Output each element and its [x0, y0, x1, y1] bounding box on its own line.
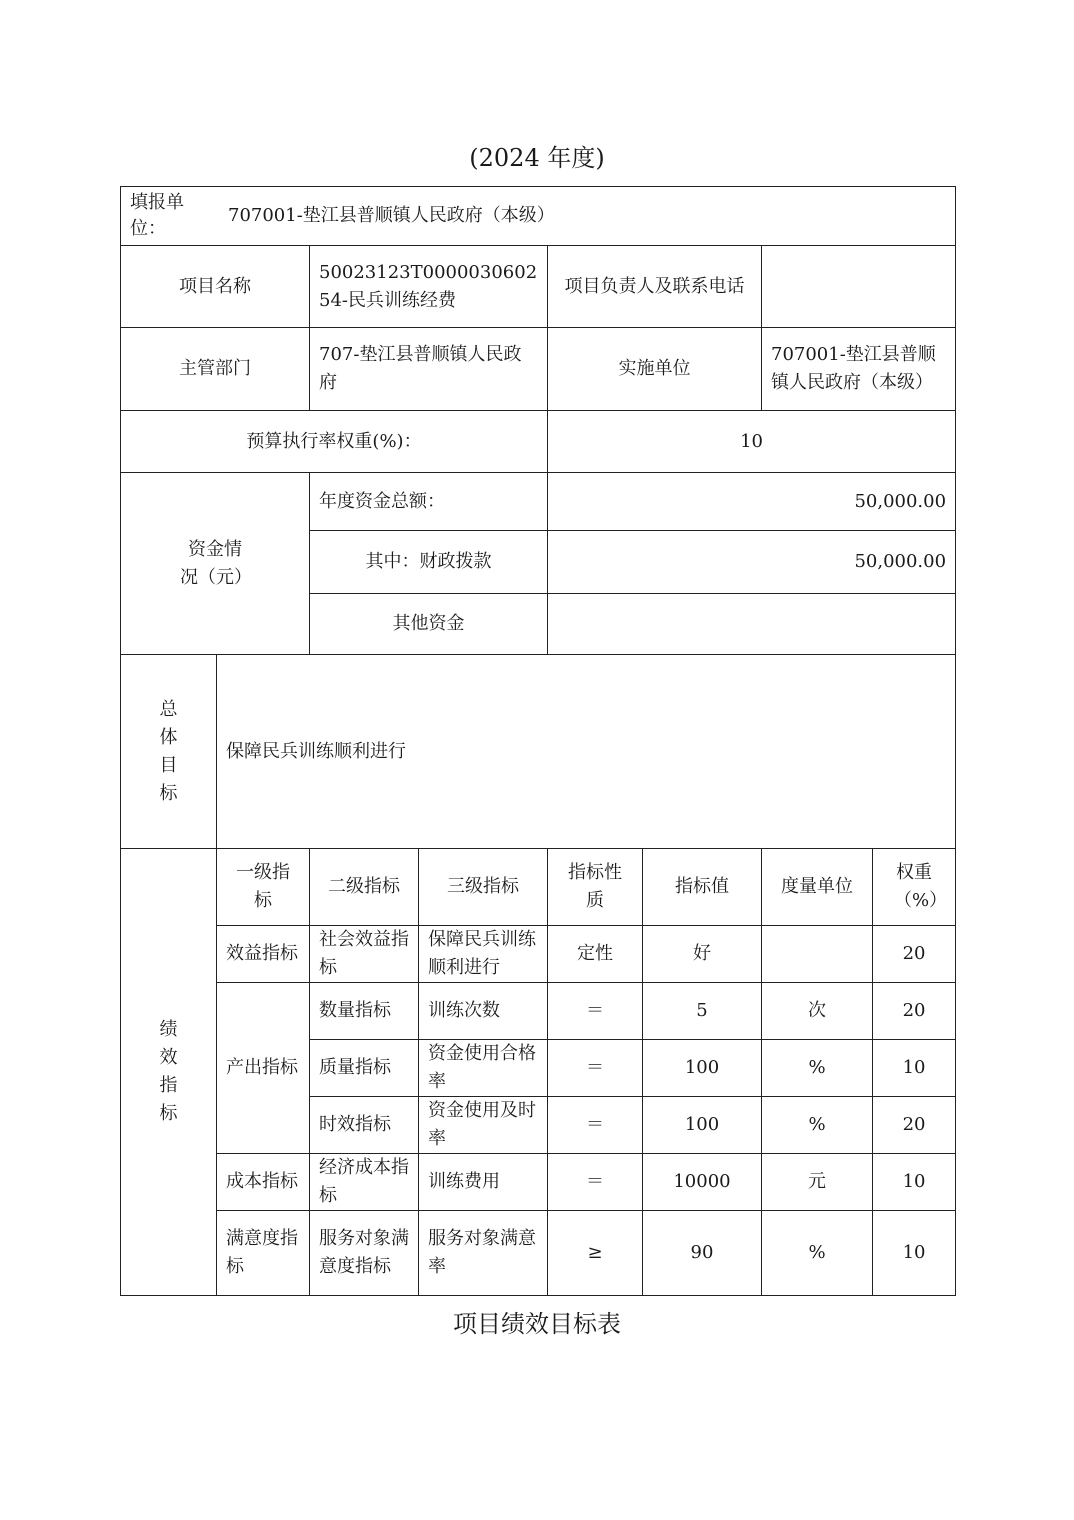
budget-weight-label: 预算执行率权重(%)： [121, 411, 548, 473]
row-unit: % [762, 1211, 873, 1296]
department-value: 707-垫江县普顺镇人民政府 [310, 328, 548, 411]
row-value: 100 [643, 1097, 762, 1154]
row-level1: 产出指标 [217, 983, 310, 1154]
implementation-unit-label: 实施单位 [548, 328, 762, 411]
row-level2: 经济成本指标 [310, 1154, 419, 1211]
row-weight: 10 [873, 1154, 956, 1211]
header-unit: 度量单位 [762, 849, 873, 926]
overall-goal-label: 总体目标 [159, 698, 178, 804]
budget-weight-value: 10 [548, 411, 956, 473]
row-level3: 服务对象满意率 [419, 1211, 548, 1296]
row-weight: 20 [873, 983, 956, 1040]
header-level2: 二级指标 [310, 849, 419, 926]
table-row [121, 1154, 956, 1211]
overall-goal-value: 保障民兵训练顺利进行 [217, 655, 956, 849]
row-unit: 次 [762, 983, 873, 1040]
implementation-unit-value: 707001-垫江县普顺镇人民政府（本级） [762, 328, 956, 411]
fill-unit-label: 填报单位： [130, 192, 184, 239]
funds-other-value [548, 594, 956, 655]
row-value: 10000 [643, 1154, 762, 1211]
performance-header-row [121, 849, 956, 926]
document-title: 项目绩效目标表 [453, 1310, 621, 1338]
header-value: 指标值 [643, 849, 762, 926]
funds-other-label: 其他资金 [310, 594, 548, 655]
row-value: 5 [643, 983, 762, 1040]
row-level3: 训练费用 [419, 1154, 548, 1211]
fill-unit-cell [121, 187, 956, 246]
performance-label-cell [121, 849, 217, 1296]
row-level3: 资金使用合格率 [419, 1040, 548, 1097]
header-weight: 权重（%） [873, 849, 956, 926]
project-contact-value [762, 246, 956, 328]
row-weight: 20 [873, 1097, 956, 1154]
funds-label-text: 资金情况（元） [180, 538, 252, 588]
year-title: (2024 年度) [469, 144, 605, 172]
row-unit: % [762, 1097, 873, 1154]
department-label: 主管部门 [121, 328, 310, 411]
row-nature: ＝ [548, 1097, 643, 1154]
row-level2: 服务对象满意度指标 [310, 1211, 419, 1296]
project-name-value: 50023123T000003060254-民兵训练经费 [310, 246, 548, 328]
performance-label: 绩效指标 [159, 1019, 178, 1124]
funds-total-row [121, 473, 956, 531]
row-level1: 成本指标 [217, 1154, 310, 1211]
row-weight: 10 [873, 1211, 956, 1296]
row-unit [762, 926, 873, 983]
budget-row [121, 411, 956, 473]
performance-goal-table [120, 186, 956, 1296]
header-nature: 指标性质 [548, 849, 643, 926]
row-value: 90 [643, 1211, 762, 1296]
fill-unit-row [121, 187, 956, 246]
funds-total-value: 50,000.00 [548, 473, 956, 531]
project-contact-label: 项目负责人及联系电话 [548, 246, 762, 328]
row-nature: ＝ [548, 1154, 643, 1211]
row-weight: 10 [873, 1040, 956, 1097]
overall-goal-row [121, 655, 956, 849]
row-nature: 定性 [548, 926, 643, 983]
row-level2: 社会效益指标 [310, 926, 419, 983]
funds-total-label: 年度资金总额： [310, 473, 548, 531]
project-row [121, 246, 956, 328]
row-level2: 质量指标 [310, 1040, 419, 1097]
row-level1: 满意度指标 [217, 1211, 310, 1296]
project-name-label: 项目名称 [121, 246, 310, 328]
row-unit: % [762, 1040, 873, 1097]
row-level3: 保障民兵训练顺利进行 [419, 926, 548, 983]
row-level3: 资金使用及时率 [419, 1097, 548, 1154]
table-row [121, 926, 956, 983]
row-value: 100 [643, 1040, 762, 1097]
header-level1: 一级指标 [217, 849, 310, 926]
funds-label [121, 473, 310, 655]
row-level2: 数量指标 [310, 983, 419, 1040]
department-row [121, 328, 956, 411]
table-row [121, 983, 956, 1040]
funds-fiscal-value: 50,000.00 [548, 531, 956, 594]
row-nature: ＝ [548, 983, 643, 1040]
overall-goal-label-cell [121, 655, 217, 849]
funds-fiscal-label: 其中：财政拨款 [310, 531, 548, 594]
row-nature: ＝ [548, 1040, 643, 1097]
row-level1: 效益指标 [217, 926, 310, 983]
row-unit: 元 [762, 1154, 873, 1211]
row-nature: ≥ [548, 1211, 643, 1296]
row-value: 好 [643, 926, 762, 983]
row-level3: 训练次数 [419, 983, 548, 1040]
row-level2: 时效指标 [310, 1097, 419, 1154]
header-level3: 三级指标 [419, 849, 548, 926]
fill-unit-value: 707001-垫江县普顺镇人民政府（本级） [228, 205, 555, 226]
row-weight: 20 [873, 926, 956, 983]
table-row [121, 1211, 956, 1296]
